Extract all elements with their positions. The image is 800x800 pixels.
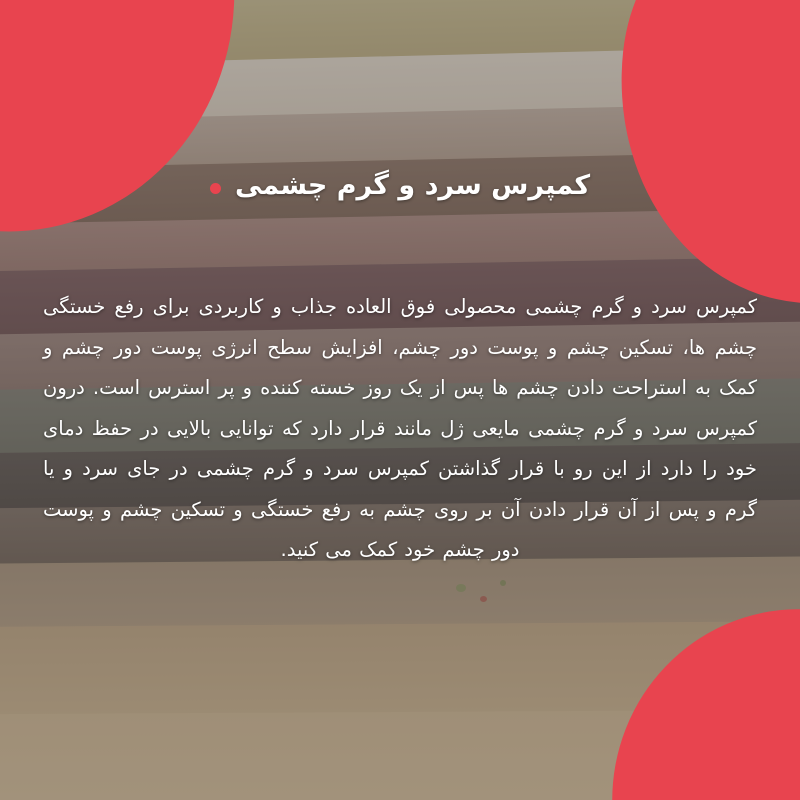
- title-row: [210, 170, 590, 201]
- bullet-dot-icon: [210, 183, 221, 194]
- body-paragraph: کمپرس سرد و گرم چشمی محصولی فوق العاده جذاب و کاربردی برای رفع خستگی چشم ها، تسکین چشم و پوست دور چشم، افزایش سطح انرژی پوست دور چشم و کمک به استراحت دادن چشم ها پس از یک روز خسته کننده و پر استرس است. درون کمپرس سرد و گرم چشمی مایعی ژل مانند قرار دارد که توانایی بالایی در حفظ دمای خود را دارد از این رو با قرار گذاشتن کمپرس سرد و گرم چشمی در جای سرد و یا گرم و پس از آن قرار دادن آن بر روی چشم به رفع خستگی و تسکین چشم و پوست دور چشم خود کمک می کنید.: [43, 295, 757, 562]
- page-title: کمپرس سرد و گرم چشمی: [234, 170, 591, 201]
